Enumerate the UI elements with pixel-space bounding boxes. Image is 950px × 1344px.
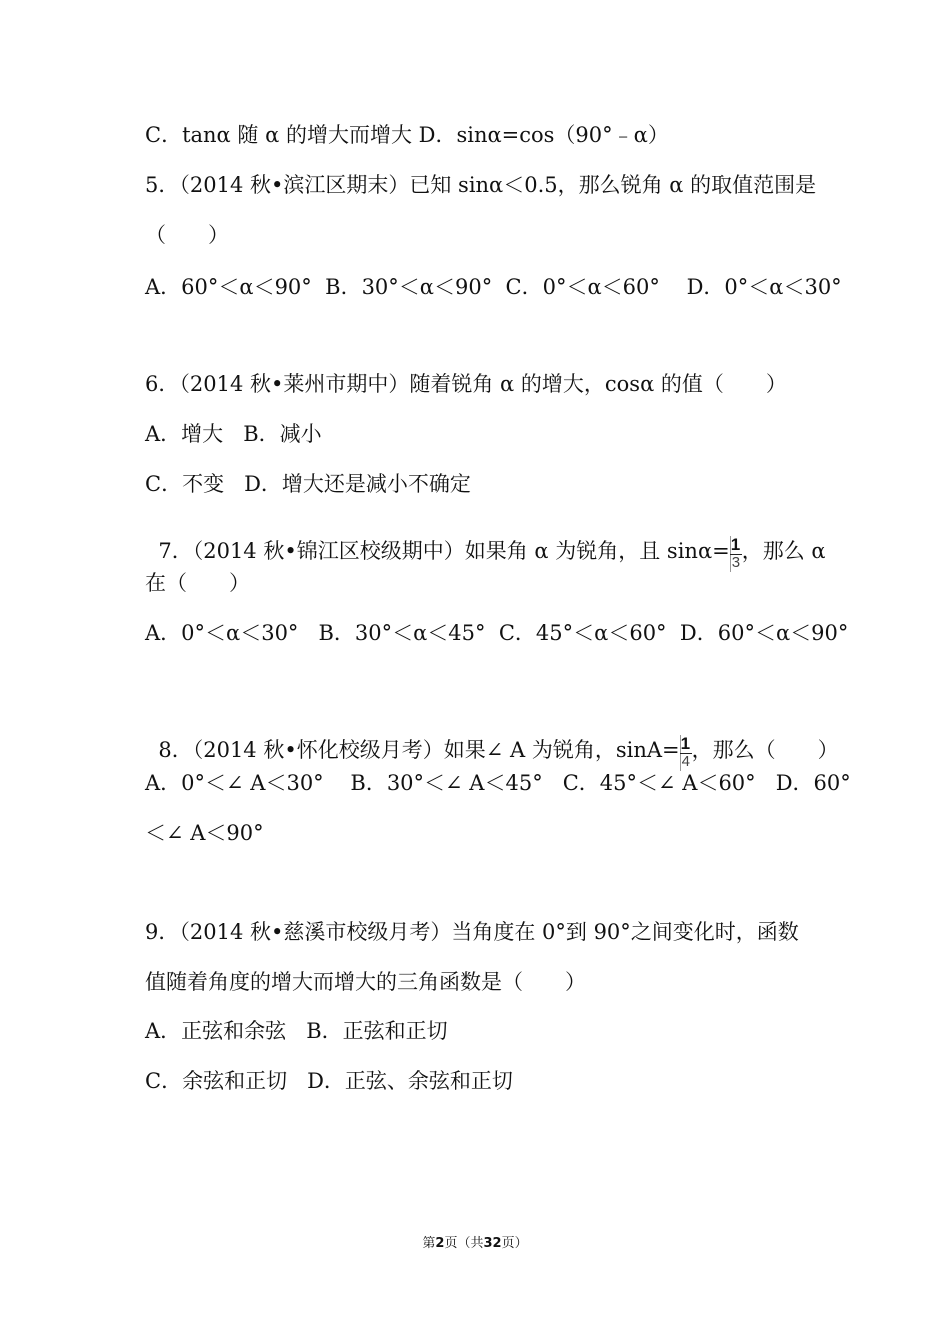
question-7-blank: 在（ ） [145, 571, 250, 595]
question-8-options: A．0°＜∠ A＜30° B．30°＜∠ A＜45° C．45°＜∠ A＜60° D．60° [145, 771, 851, 795]
question-8-stem [145, 719, 839, 770]
question-7-stem [145, 520, 826, 571]
fraction-numerator: 1 [730, 535, 741, 554]
question-5-blank: （ ） [145, 223, 229, 247]
question-9-options-ab: A．正弦和余弦 B．正弦和正切 [145, 1019, 448, 1043]
fraction-numerator: 1 [680, 734, 691, 753]
question-8-stem-pre: 8．（2014 秋•怀化校级月考）如果∠ A 为锐角，sinA= [158, 738, 680, 762]
question-5-options: A．60°＜α＜90° B．30°＜α＜90° C．0°＜α＜60° D．0°＜α＜30° [145, 275, 842, 299]
page-footer [0, 1232, 950, 1251]
question-7-stem-pre: 7．（2014 秋•锦江区校级期中）如果角 α 为锐角，且 sinα= [158, 539, 730, 563]
question-8-stem-post: ，那么（ ） [691, 738, 839, 762]
footer-text: 页） [501, 1236, 528, 1251]
question-7-stem-post: ，那么 α [741, 539, 826, 563]
question-5-stem: 5．（2014 秋•滨江区期末）已知 sinα＜0.5，那么锐角 α 的取值范围是 [145, 173, 817, 197]
question-6-stem: 6．（2014 秋•莱州市期中）随着锐角 α 的增大，cosα 的值（ ） [145, 372, 787, 396]
footer-text: 页（共 [444, 1236, 484, 1251]
fraction-one-quarter [680, 734, 692, 770]
question-8-options-cont: ＜∠ A＜90° [145, 821, 264, 845]
fraction-denominator: 3 [731, 554, 741, 571]
option-line-cd-q4: C．tanα 随 α 的增大而增大 D．sinα=cos（90°﹣α） [145, 123, 669, 147]
footer-page-number: 2 [435, 1236, 445, 1251]
question-7-options: A．0°＜α＜30° B．30°＜α＜45° C．45°＜α＜60° D．60°＜α＜90° [145, 621, 849, 645]
fraction-denominator: 4 [681, 753, 690, 770]
question-9-stem: 9．（2014 秋•慈溪市校级月考）当角度在 0°到 90°之间变化时，函数 [145, 920, 799, 944]
question-6-options-cd: C．不变 D．增大还是减小不确定 [145, 472, 471, 496]
question-9-stem-cont: 值随着角度的增大而增大的三角函数是（ ） [145, 970, 586, 994]
fraction-one-third [730, 535, 742, 571]
footer-total-pages: 32 [483, 1236, 502, 1251]
question-9-options-cd: C．余弦和正切 D．正弦、余弦和正切 [145, 1069, 513, 1093]
footer-text: 第 [422, 1236, 436, 1251]
question-6-options-ab: A．增大 B．减小 [145, 422, 322, 446]
